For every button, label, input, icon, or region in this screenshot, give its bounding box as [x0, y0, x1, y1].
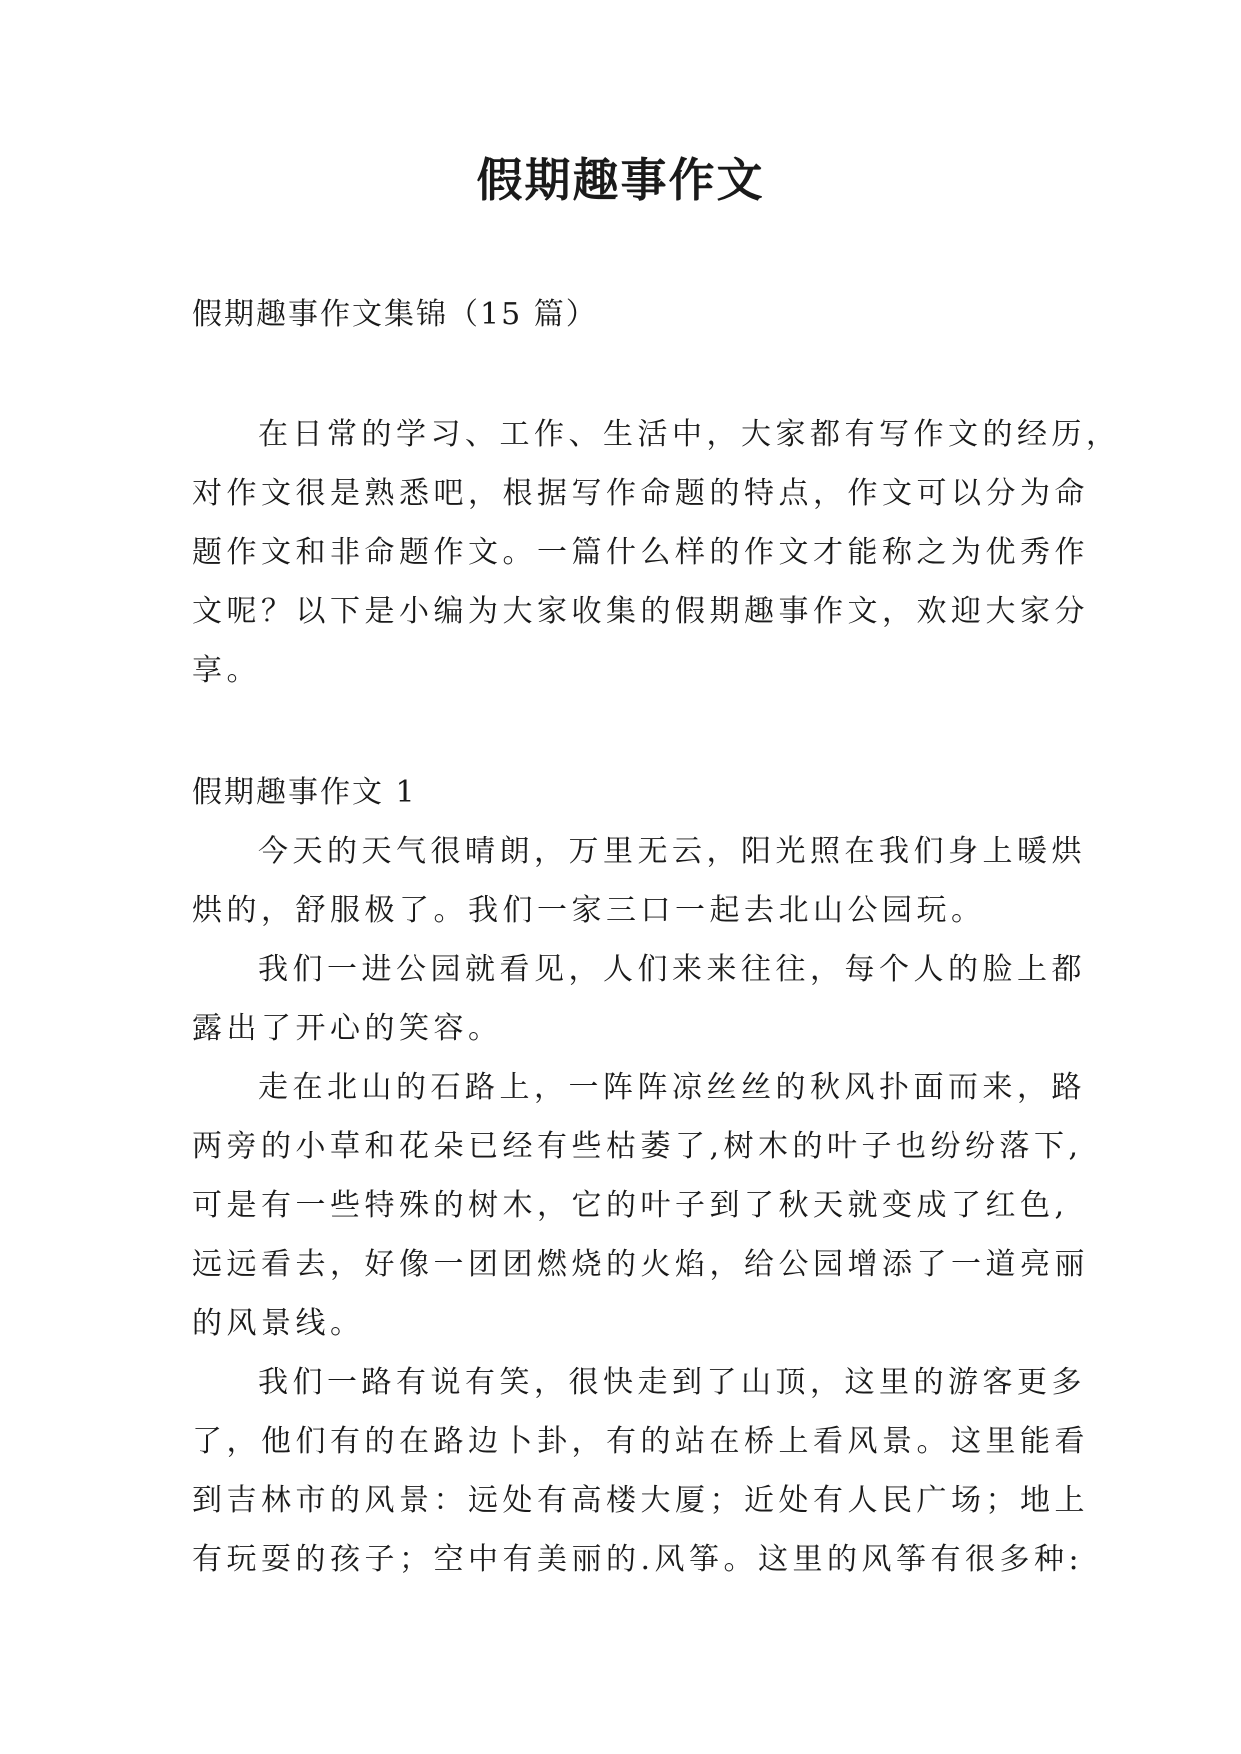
- document-subtitle: 假期趣事作文集锦（15 篇）: [192, 297, 598, 332]
- text-line: 的风景线。: [192, 1306, 365, 1341]
- body-paragraph: [192, 940, 1086, 1058]
- text-line: 在日常的学习、工作、生活中，大家都有写作文的经历，: [258, 417, 1121, 452]
- text-line: 题作文和非命题作文。一篇什么样的作文才能称之为优秀作: [192, 535, 1089, 570]
- text-line: 文呢？以下是小编为大家收集的假期趣事作文，欢迎大家分: [192, 594, 1089, 629]
- text-line: 远远看去，好像一团团燃烧的火焰，给公园增添了一道亮丽: [192, 1247, 1089, 1282]
- text-line: 露出了开心的笑容。: [192, 1011, 503, 1046]
- text-line: 享。: [192, 653, 261, 688]
- body-paragraph: [192, 822, 1086, 940]
- document-title: 假期趣事作文: [476, 153, 765, 207]
- text-line: 今天的天气很晴朗，万里无云，阳光照在我们身上暖烘: [258, 834, 1086, 869]
- text-line: 对作文很是熟悉吧，根据写作命题的特点，作文可以分为命: [192, 476, 1089, 511]
- text-line: 烘的，舒服极了。我们一家三口一起去北山公园玩。: [192, 893, 986, 928]
- section-heading: 假期趣事作文 1: [192, 775, 417, 810]
- text-line: 走在北山的石路上，一阵阵凉丝丝的秋风扑面而来，路: [258, 1070, 1086, 1105]
- body-paragraph: [192, 1353, 1089, 1589]
- text-line: 我们一路有说有笑，很快走到了山顶，这里的游客更多: [258, 1365, 1086, 1400]
- text-line: 两旁的小草和花朵已经有些枯萎了,树木的叶子也纷纷落下,: [192, 1129, 1083, 1164]
- text-line: 我们一进公园就看见，人们来来往往，每个人的脸上都: [258, 952, 1086, 987]
- text-line: 到吉林市的风景：远处有高楼大厦；近处有人民广场；地上: [192, 1483, 1089, 1518]
- body-paragraph: [192, 1058, 1089, 1353]
- text-line: 可是有一些特殊的树木，它的叶子到了秋天就变成了红色,: [192, 1188, 1069, 1223]
- text-line: 了，他们有的在路边卜卦，有的站在桥上看风景。这里能看: [192, 1424, 1089, 1459]
- intro-paragraph: [192, 405, 1121, 700]
- text-line: 有玩耍的孩子；空中有美丽的.风筝。这里的风筝有很多种:: [192, 1542, 1084, 1577]
- spacer: [192, 700, 1064, 763]
- document-body: [192, 285, 1121, 1589]
- spacer: [192, 345, 1064, 405]
